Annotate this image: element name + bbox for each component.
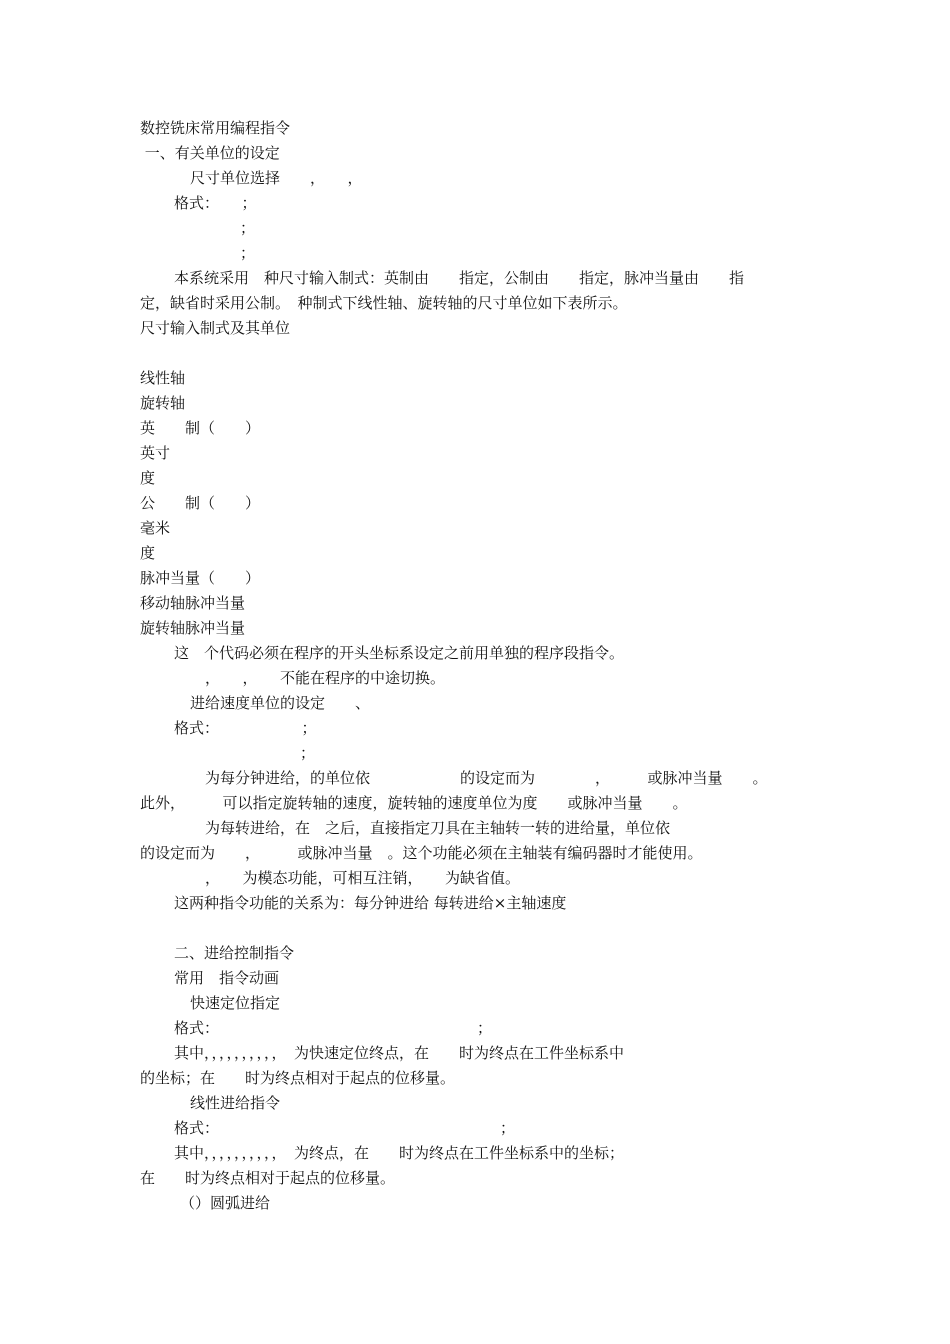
- paragraph-line: 其中，，，，，，，，，， 为快速定位终点，在 时为终点在工件坐标系中: [174, 1044, 625, 1062]
- table-cell: 度: [140, 544, 156, 562]
- format-line: ；: [240, 219, 256, 237]
- subheading-feed-unit: 进给速度单位的设定 、: [190, 694, 371, 712]
- table-cell: 度: [140, 469, 156, 487]
- format-line: ；: [240, 244, 256, 262]
- format-line: 格式： ；: [174, 194, 257, 212]
- table-cell: 脉冲当量（ ）: [140, 569, 261, 587]
- paragraph-line: 此外， 可以指定旋转轴的速度，旋转轴的速度单位为度 或脉冲当量 。: [140, 794, 688, 812]
- section-heading-feed-control: 二、进给控制指令: [174, 944, 295, 962]
- paragraph-line: 为每转进给，在 之后，直接指定刀具在主轴转一转的进给量，单位依: [205, 819, 671, 837]
- paragraph-line: 其中，，，，，，，，，， 为终点，在 时为终点在工件坐标系中的坐标；: [174, 1144, 625, 1162]
- format-line: ；: [500, 1119, 516, 1137]
- paragraph-line: 的坐标；在 时为终点相对于起点的位移量。: [140, 1069, 456, 1087]
- paragraph-line: 在 时为终点相对于起点的位移量。: [140, 1169, 396, 1187]
- section-heading-units: 一、有关单位的设定: [140, 144, 280, 162]
- table-cell: 英寸: [140, 444, 171, 462]
- paragraph-line: 定，缺省时采用公制。 种制式下线性轴、旋转轴的尺寸单位如下表所示。: [140, 294, 628, 312]
- table-cell: 旋转轴: [140, 394, 186, 412]
- format-line: 格式：: [174, 1119, 220, 1137]
- format-line: 格式：: [174, 1019, 220, 1037]
- paragraph-line: 的设定而为 ， 或脉冲当量 。这个功能必须在主轴装有编码器时才能使用。: [140, 844, 703, 862]
- table-cell: 毫米: [140, 519, 171, 537]
- paragraph-line: ， 为模态功能，可相互注销， 为缺省值。: [205, 869, 521, 887]
- subheading-dimension-unit: 尺寸单位选择 ， ，: [190, 169, 363, 187]
- table-cell: 公 制（ ）: [140, 494, 261, 512]
- document-title: 数控铣床常用编程指令: [140, 119, 291, 137]
- subheading-linear-feed: 线性进给指令: [190, 1094, 281, 1112]
- paragraph-line: 常用 指令动画: [174, 969, 280, 987]
- table-cell: 移动轴脉冲当量: [140, 594, 246, 612]
- table-cell: 线性轴: [140, 369, 186, 387]
- paragraph-line: 这两种指令功能的关系为：每分钟进给 每转进给×主轴速度: [174, 894, 567, 912]
- table-cell: 英 制（ ）: [140, 419, 261, 437]
- paragraph-line: 这 个代码必须在程序的开头坐标系设定之前用单独的程序段指令。: [174, 644, 625, 662]
- table-title: 尺寸输入制式及其单位: [140, 319, 291, 337]
- format-line: 格式： ；: [174, 719, 317, 737]
- table-cell: 旋转轴脉冲当量: [140, 619, 246, 637]
- paragraph-line: 为每分钟进给，的单位依 的设定而为 ， 或脉冲当量 。: [205, 769, 768, 787]
- paragraph-line: 本系统采用 种尺寸输入制式：英制由 指定，公制由 指定，脉冲当量由 指: [174, 269, 745, 287]
- subheading-rapid-positioning: 快速定位指定: [190, 994, 281, 1012]
- format-line: ；: [477, 1019, 493, 1037]
- paragraph-line: ， ， 不能在程序的中途切换。: [205, 669, 446, 687]
- format-line: ；: [300, 744, 316, 762]
- subheading-arc-feed: （）圆弧进给: [180, 1194, 271, 1212]
